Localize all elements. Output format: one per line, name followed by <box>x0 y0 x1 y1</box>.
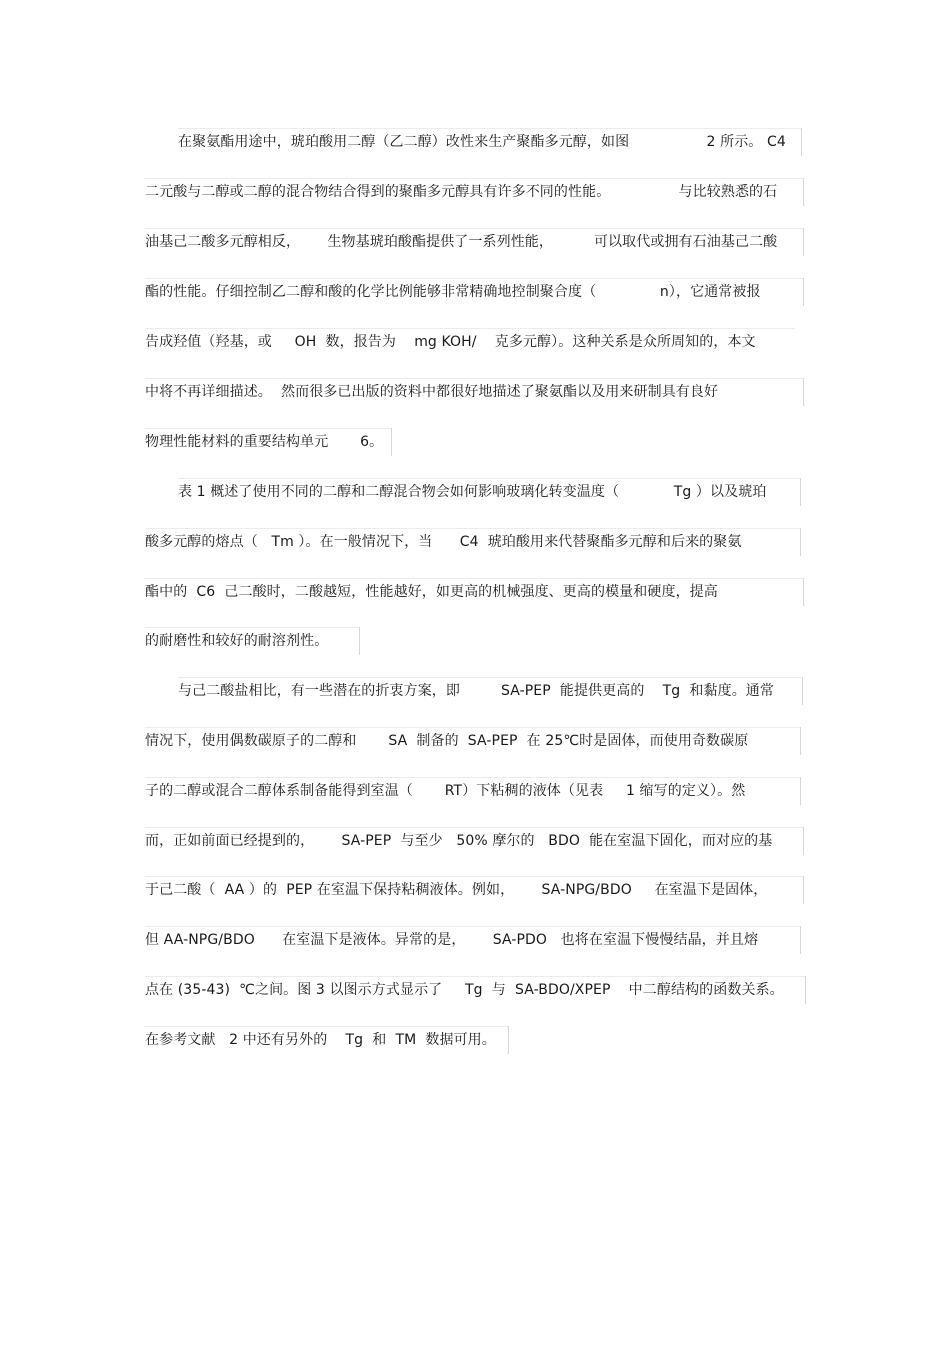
line-frame <box>800 727 801 755</box>
paragraph-1-line-7: 物理性能材料的重要结构单元 6。 <box>145 434 384 450</box>
paragraph-3-line-3: 子的二醇或混合二醇体系制备能得到室温（ RT）下粘稠的液体（见表 1 缩写的定义）。然 <box>145 783 746 799</box>
paragraph-3-line-1: 与己二酸盐相比，有一些潜在的折衷方案，即 SA-PEP 能提供更高的 Tg 和黏度。通常 <box>178 683 774 699</box>
line-frame <box>803 228 804 256</box>
paragraph-3-line-8: 在参考文献 2 中还有另外的 Tg 和 TM 数据可用。 <box>145 1032 496 1048</box>
line-frame <box>800 528 801 556</box>
paragraph-3-line-5: 于己二酸（ AA ）的 PEP 在室温下保持粘稠液体。例如， SA-NPG/BDO 在室温下是固体， <box>145 882 768 898</box>
line-frame <box>800 926 801 954</box>
line-frame <box>508 1026 509 1054</box>
line-frame <box>803 827 804 855</box>
line-frame <box>805 976 806 1004</box>
paragraph-2-line-2: 酸多元醇的熔点（ Tm ）。在一般情况下，当 C4 琥珀酸用来代替聚酯多元醇和后来的聚氨 <box>145 534 742 550</box>
paragraph-2-line-3: 酯中的 C6 己二酸时，二酸越短，性能越好，如更高的机械强度、更高的模量和硬度，提高 <box>145 584 718 600</box>
paragraph-1-line-4: 酯的性能。仔细控制乙二醇和酸的化学比例能够非常精确地控制聚合度（ n），它通常被报 <box>145 284 761 300</box>
paragraph-2-line-1: 表 1 概述了使用不同的二醇和二醇混合物会如何影响玻璃化转变温度（ Tg ）以及琥珀 <box>178 484 767 500</box>
line-frame <box>359 627 360 655</box>
paragraph-3-line-2: 情况下，使用偶数碳原子的二醇和 SA 制备的 SA-PEP 在 25℃时是固体，而使用奇数碳原 <box>145 733 749 749</box>
paragraph-3-line-4: 而，正如前面已经提到的， SA-PEP 与至少 50% 摩尔的 BDO 能在室温下固化，而对应的基 <box>145 833 773 849</box>
line-frame <box>801 128 802 156</box>
paragraph-1-line-1: 在聚氨酯用途中，琥珀酸用二醇（乙二醇）改性来生产聚酯多元醇，如图 2 所示。 C4 <box>178 134 786 150</box>
paragraph-2-line-4: 的耐磨性和较好的耐溶剂性。 <box>145 633 329 649</box>
line-frame <box>803 178 804 206</box>
line-frame <box>803 876 804 904</box>
line-frame <box>800 478 801 506</box>
paragraph-1-line-6: 中将不再详细描述。 然而很多已出版的资料中都很好地描述了聚氨酯以及用来研制具有良好 <box>145 384 719 400</box>
line-frame <box>803 378 804 406</box>
line-frame <box>803 578 804 606</box>
paragraph-1-line-3: 油基己二酸多元醇相反， 生物基琥珀酸酯提供了一系列性能， 可以取代或拥有石油基己二酸 <box>145 234 778 250</box>
paragraph-3-line-7: 点在 (35-43) ℃之间。图 3 以图示方式显示了 Tg 与 SA-BDO/XPEP 中二醇结构的函数关系。 <box>145 982 784 998</box>
paragraph-3-line-6: 但 AA-NPG/BDO 在室温下是液体。异常的是， SA-PDO 也将在室温下慢慢结晶，并且熔 <box>145 932 759 948</box>
paragraph-1-line-2: 二元酸与二醇或二醇的混合物结合得到的聚酯多元醇具有许多不同的性能。 与比较熟悉的石 <box>145 184 778 200</box>
paragraph-1-line-5: 告成羟值（羟基，或 OH 数，报告为 mg KOH/ 克多元醇）。这种关系是众所周知的，本文 <box>145 334 756 350</box>
line-frame <box>391 428 392 456</box>
line-frame <box>803 278 804 306</box>
line-frame <box>800 777 801 805</box>
line-frame <box>802 677 803 705</box>
